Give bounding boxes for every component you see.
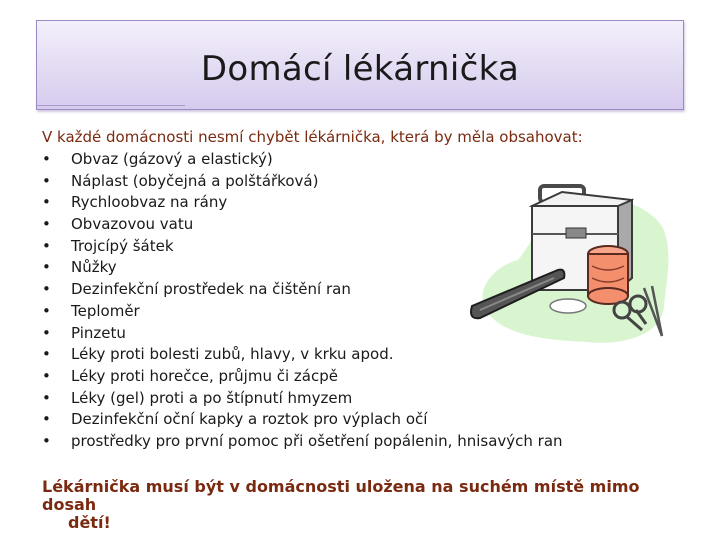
title-banner: [36, 20, 684, 110]
bullet-icon: •: [42, 366, 51, 385]
bullet-icon: •: [42, 345, 51, 364]
pill-icon: [550, 299, 586, 313]
footer-line-2: dětí!: [68, 513, 111, 532]
list-item-text: Léky proti bolesti zubů, hlavy, v krku apod.: [71, 345, 394, 364]
list-item-text: Trojcípý šátek: [71, 236, 174, 255]
list-item: [42, 388, 563, 410]
list-item-text: Obvaz (gázový a elastický): [71, 150, 273, 168]
list-item-text: Náplast (obyčejná a polštářková): [71, 171, 319, 190]
footer-line-1: Lékárnička musí být v domácnosti uložena na suchém místě mimo dosah: [42, 477, 640, 514]
bullet-icon: •: [42, 388, 51, 407]
list-item: [42, 149, 563, 171]
bullet-icon: •: [42, 193, 51, 212]
intro-text: V každé domácnosti nesmí chybět lékárnička, která by měla obsahovat:: [42, 128, 583, 146]
bullet-icon: •: [42, 410, 51, 429]
list-item: [42, 366, 563, 388]
list-item-text: Léky proti horečce, průjmu či zácpě: [71, 366, 338, 385]
title-underline: [37, 105, 185, 106]
list-item: [42, 431, 563, 453]
bullet-icon: •: [42, 171, 51, 190]
page-title: Domácí lékárnička: [200, 49, 520, 89]
bullet-icon: •: [42, 150, 51, 168]
bullet-icon: •: [42, 258, 51, 277]
list-item-text: Rychloobvaz na rány: [71, 193, 228, 212]
list-item: [42, 409, 563, 431]
list-item-text: Dezinfekční prostředek na čištění ran: [71, 280, 351, 299]
bullet-icon: •: [42, 215, 51, 234]
list-item-text: Pinzetu: [71, 323, 126, 342]
bandage-roll-icon: [588, 246, 628, 304]
footer-note: [42, 478, 682, 532]
bullet-icon: •: [42, 323, 51, 342]
list-item-text: prostředky pro první pomoc při ošetření popálenin, hnisavých ran: [71, 431, 563, 450]
list-item-text: Teploměr: [71, 301, 140, 320]
list-item-text: Obvazovou vatu: [71, 215, 194, 234]
first-aid-kit-illustration: [466, 178, 672, 350]
bullet-icon: •: [42, 431, 51, 450]
bullet-icon: •: [42, 301, 51, 320]
bullet-icon: •: [42, 236, 51, 255]
list-item-text: Léky (gel) proti a po štípnutí hmyzem: [71, 388, 353, 407]
list-item-text: Dezinfekční oční kapky a roztok pro výplach očí: [71, 410, 428, 429]
bullet-icon: •: [42, 280, 51, 299]
list-item-text: Nůžky: [71, 258, 117, 277]
